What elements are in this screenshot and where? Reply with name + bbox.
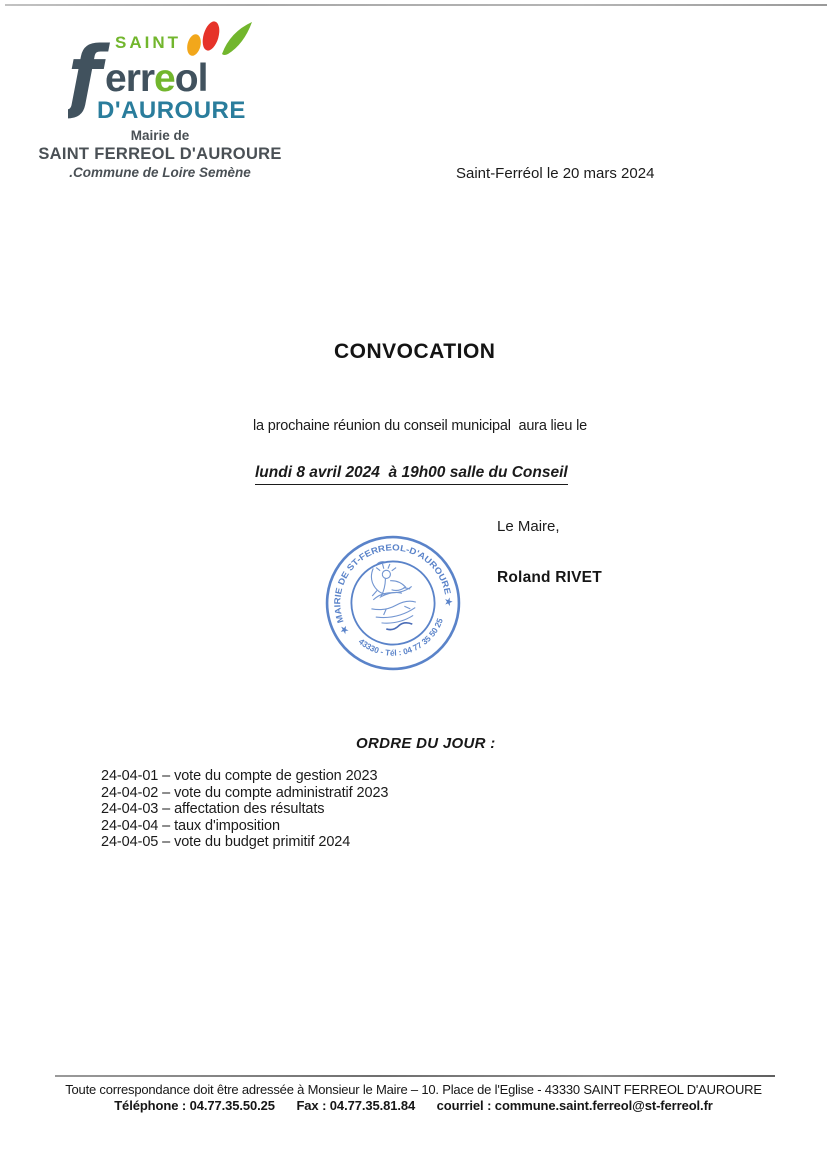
intro-line: la prochaine réunion du conseil municipal aura lieu le — [253, 418, 587, 434]
logo-ferreol-seg2: ol — [174, 57, 208, 100]
letterhead-line3: .Commune de Loire Semène — [69, 165, 251, 180]
letterhead-line1: Mairie de — [130, 128, 190, 143]
logo-yellow-leaf-icon — [185, 33, 203, 57]
scan-edge-artifact — [5, 4, 827, 6]
stamp-arc-bottom-text: 43330 - Tél : 04 77 35 50 25 — [356, 616, 445, 658]
footer-email: courriel : commune.saint.ferreol@st-ferreol.fr — [436, 1098, 713, 1113]
agenda-item: 24-04-02 – vote du compte administratif 2023 — [101, 784, 389, 801]
letterhead-line2: SAINT FERREOL D'AUROURE — [38, 145, 282, 163]
commune-logo — [68, 20, 264, 124]
agenda-item: 24-04-04 – taux d'imposition — [101, 817, 280, 834]
logo-ferreol-seg1: err — [105, 57, 155, 100]
stamp-arc-top-text: ★ MAIRIE DE ST-FERREOL-D'AUROURE ★ — [332, 542, 454, 637]
footer-block — [0, 1082, 827, 1114]
date-line: Saint-Ferréol le 20 mars 2024 — [456, 165, 655, 182]
mayor-stamp-seal — [322, 532, 464, 674]
agenda-item: 24-04-05 – vote du budget primitif 2024 — [101, 834, 351, 850]
signer-name: Roland RIVET — [497, 569, 602, 586]
agenda-heading: ORDRE DU JOUR : — [356, 735, 496, 752]
logo-dauroure-text: D'AUROURE — [97, 97, 246, 124]
logo-f-swoosh-icon: ƒ — [68, 31, 102, 121]
footer-fax: Fax : 04.77.35.81.84 — [296, 1098, 416, 1113]
meeting-date-line: lundi 8 avril 2024 à 19h00 salle du Conseil — [255, 464, 568, 485]
logo-red-leaf-icon — [200, 20, 223, 52]
logo-saint-text: SAINT — [115, 33, 181, 52]
footer-address-line: Toute correspondance doit être adressée à Monsieur le Maire – 10. Place de l'Eglise - 43330 SAINT FERREOL D'AUROURE — [65, 1082, 762, 1097]
logo-green-leaf-icon — [222, 22, 252, 55]
footer-telephone: Téléphone : 04.77.35.50.25 — [114, 1098, 275, 1113]
agenda-item: 24-04-01 – vote du compte de gestion 2023 — [101, 768, 378, 784]
letterhead-block — [28, 127, 292, 181]
footer-divider — [55, 1075, 775, 1077]
signer-role: Le Maire, — [497, 518, 560, 535]
footer-contact-line — [0, 1098, 827, 1114]
logo-ferreol-text — [105, 57, 207, 100]
agenda-list — [101, 768, 388, 851]
document-title: CONVOCATION — [334, 340, 496, 363]
stamp-figure-illustration — [360, 556, 419, 628]
agenda-item: 24-04-03 – affectation des résultats — [101, 801, 325, 817]
logo-green-e: e — [154, 57, 175, 100]
